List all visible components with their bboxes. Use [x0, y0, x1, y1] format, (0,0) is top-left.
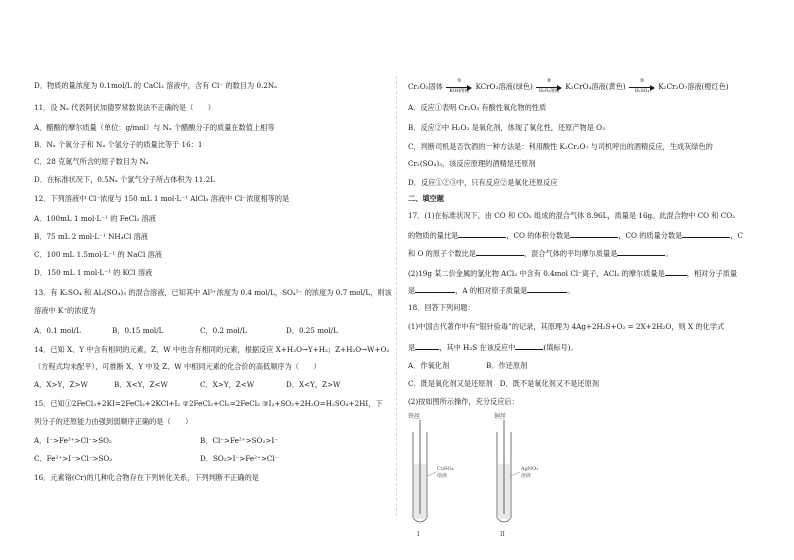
q17-part2: (2)19g 某二价金属的氯化物 ACl₂ 中含有 0.4mol Cl⁻离子，ACl₂ 的摩尔质量是 ，相对分子质量 [408, 269, 738, 278]
q11-option-c: C．28 克氮气所含的原子数目为 Nₐ [34, 157, 149, 166]
q10-option-d: D．物质的量浓度为 0.1mol/L 的 CaCl₂ 溶液中，含有 Cl⁻ 的数目为 0.2Nₐ [34, 81, 277, 90]
blank[interactable] [415, 342, 439, 350]
blank[interactable] [570, 230, 618, 238]
rxn-arrow-1: ① KOH溶液 [446, 80, 472, 94]
blank[interactable] [415, 285, 455, 293]
fig-sol1-label: CuSO₄ [437, 466, 454, 472]
q15-stem: 15．已知①2FeCl₃+2KI=2FeCl₂+2KCl+I₂ ②2FeCl₂+Cl₂=2FeCl₃ ③I₂+SO₂+2H₂O=H₂SO₄+2HI，下 [34, 399, 383, 408]
q14-option-d: D．X<Y，Z>W [286, 380, 341, 389]
q14-option-c: C．X>Y，Z<W [200, 380, 255, 389]
fig-tube2-label: II [500, 531, 505, 538]
fig-tube1-label: I [417, 531, 420, 538]
q17-part2-cont: 是 ，A 的相对原子质量是 。 [408, 286, 575, 295]
q18-part1-cont: 是 ，其中 H₂S 在该反应中 (填标号)。 [408, 343, 578, 352]
q14-option-b: B．X<Y，Z<W [114, 380, 168, 389]
q14-options [34, 381, 340, 389]
fig-wire2-label: 铜丝 [494, 413, 507, 420]
q13-option-b: B．0.15 mol/L [112, 326, 164, 335]
blank[interactable] [458, 230, 506, 238]
q18-option-b: B．作还原剂 [486, 361, 528, 370]
q15-option-c: C．Fe²⁺>I⁻>Cl⁻>SO₂ [34, 454, 113, 463]
rxn-arrow-2: ② H₂O₂溶液 [536, 80, 562, 94]
q17-stem: 17．(1)在标准状况下，由 CO 和 CO₂ 组成的混合气体 8.96L，质量是 16g。此混合物中 CO 和 CO₂ [408, 211, 735, 220]
q11-option-d: D．在标准状况下，0.5Nₐ 个氯气分子所占体积为 11.2L [34, 175, 215, 184]
q12-option-c: C．100 mL 1.5mol·L⁻¹ 的 NaCl 溶液 [34, 250, 162, 259]
q16-stem: 16．元素铬(Cr)的几种化合物存在下列转化关系，下列判断不正确的是 [34, 473, 259, 482]
q18-option-a: A．作氧化剂 [408, 361, 450, 370]
q18-part1: (1)中国古代著作中有“银针验毒”的记录，其原理为 4Ag+2H₂S+O₂ = 2X+2H₂O，则 X 的化学式 [408, 322, 725, 331]
q13-option-d: D．0.25 mol/L [286, 326, 338, 335]
chromium-conversion-chain [408, 80, 729, 94]
q16-option-a: A．反应①表明 Cr₂O₃ 有酸性氧化物的性质 [408, 103, 547, 112]
q17-line2: 的物质的量比是 ，CO 的体积分数是 ，CO 的质量分数是 ，C [408, 231, 744, 240]
blank[interactable] [527, 285, 567, 293]
blank[interactable] [476, 248, 524, 256]
q16-option-b: B．反应②中 H₂O₂ 是氧化剂，体现了氧化性，还原产物是 O₂ [408, 123, 605, 132]
fig-sol2-label: AgNO₃ [521, 466, 539, 472]
q13-stem: 13．有 K₂SO₄ 和 Al₂(SO₄)₃ 的混合溶液，已知其中 Al³⁺浓度为 0.4 mol/L，SO₄²⁻ 的浓度为 0.7 mol/L，则该 [34, 288, 392, 297]
q14-option-a: A．X>Y，Z>W [34, 380, 88, 389]
q18-options-row2: C．既是氧化剂又是还原剂 D．既不是氧化剂又不是还原剂 [408, 379, 599, 388]
q12-option-b: B．75 mL 2 mol·L⁻¹ NH₄Cl 溶液 [34, 232, 148, 241]
q11-option-a: A．醋酸的摩尔质量（单位：g/mol）与 Nₐ 个醋酸分子的质量在数值上相等 [34, 123, 275, 132]
q18-options-row1 [408, 362, 527, 370]
blank[interactable] [617, 248, 665, 256]
q18-stem: 18．回答下列问题： [408, 303, 475, 312]
q18-part2: (2)按如图所示操作，充分反应后： [408, 397, 519, 406]
test-tube-figure [408, 410, 568, 540]
q12-option-d: D．150 mL 1 mol·L⁻¹ 的 KCl 溶液 [34, 268, 153, 277]
q12-option-a: A．100mL 1 mol·L⁻¹ 的 FeCl₃ 溶液 [34, 214, 156, 223]
q14-stem-cont: （方程式均未配平），可推断 X、Y 中及 Z、W 中相同元素的化合价的高低顺序为（ ） [34, 362, 321, 371]
q16-option-c: C．判断司机是否饮酒的一种方法是：利用酸性 K₂Cr₂O₇ 与司机呼出的酒精反应，生成灰绿色的 [408, 142, 713, 151]
q15-option-a: A．I⁻>Fe²⁺>Cl⁻>SO₂ [34, 436, 112, 445]
q13-options [34, 327, 338, 335]
column-divider [396, 76, 397, 516]
q14-stem: 14．已知 X、Y 中含有相同的元素，Z、W 中也含有相同的元素，根据反应 X+H₂O→Y+H₂；Z+H₂O→W+O₂ [34, 345, 390, 354]
fig-sol1-label-b: 溶液 [437, 473, 448, 479]
q15-option-b: B．Cl⁻>Fe²⁺>SO₂>I⁻ [200, 436, 278, 445]
rxn-arrow-3: ③ H₂SO₄ [629, 80, 655, 94]
q13-option-a: A．0.1 mol/L [34, 326, 81, 335]
q16-option-d: D．反应①②③中，只有反应②是氧化还原反应 [408, 178, 558, 187]
blank[interactable] [682, 230, 730, 238]
q16-option-c-cont: Cr₂(SO₄)₃，该反应原理的酒精是还原剂 [408, 159, 536, 168]
left-column [34, 0, 392, 560]
q15-options-row2 [34, 455, 278, 463]
rxn-mid2: K₂CrO₄溶液(黄色) [565, 81, 626, 91]
q15-option-d: D．SO₂>I⁻>Fe²⁺>Cl⁻ [200, 454, 279, 463]
rxn-start: Cr₂O₃固体 [408, 81, 443, 91]
blank[interactable] [665, 268, 687, 276]
q11-stem: 11．设 Nₐ 代表阿伏加德罗常数说法不正确的是（ ） [34, 103, 215, 112]
q13-option-c: C．0.2 mol/L [200, 326, 248, 335]
rxn-end: K₂Cr₂O₇溶液(橙红色) [658, 81, 729, 91]
fig-wire1-label: 铁丝 [408, 413, 421, 420]
blank[interactable] [515, 342, 543, 350]
right-column [408, 0, 748, 560]
fig-sol2-label-b: 溶液 [521, 473, 532, 479]
q12-stem: 12．下列溶液中 Cl⁻浓度与 150 mL 1 mol·L⁻¹ AlCl₃ 溶液中 Cl⁻浓度相等的是 [34, 194, 290, 203]
rxn-mid1: KCrO₂溶液(绿色) [475, 81, 533, 91]
q17-line3: 和 O 的原子个数比是 ，混合气体的平均摩尔质量是 。 [408, 249, 673, 258]
section-fill-in: 二、填空题 [408, 194, 444, 203]
q15-stem-cont: 列分子的还原能力由强到弱顺序正确的是（ ） [34, 417, 193, 426]
q11-option-b: B．Nₐ 个氧分子和 Nₐ 个氢分子的质量比等于 16：1 [34, 140, 203, 149]
q13-stem-cont: 溶液中 K⁺的浓度为 [34, 306, 96, 315]
q15-options-row1 [34, 437, 278, 445]
